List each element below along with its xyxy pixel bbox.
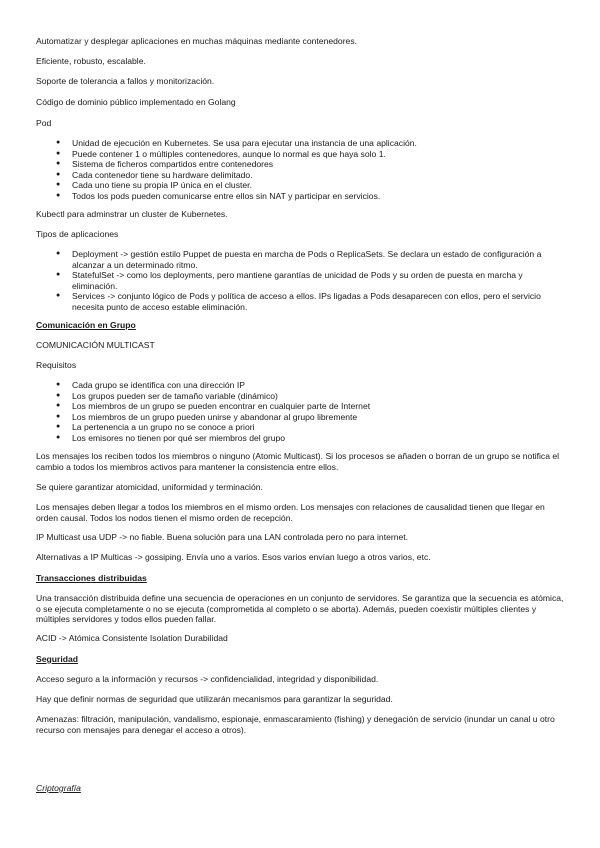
list-item: ● Todos los pods pueden comunicarse entre ellos sin NAT y participar en servicios. — [36, 191, 566, 202]
tipos-label: Tipos de aplicaciones — [36, 229, 119, 239]
seg-paragraph-3: Amenazas: filtración, manipulación, vandalismo, espionaje, enmascaramiento (fishing) y denegación de servicio (inundar un canal u otro recurso con mensajes para denegar el acceso a otros). — [36, 714, 555, 735]
grupo-paragraph-3: Los mensajes deben llegar a todos los miembros en el mismo orden. Los mensajes con relaciones de causalidad tienen que llegar en orden causal. Todos los nodos tienen el mismo orden de recepción. — [36, 502, 545, 523]
list-item: ● Cada grupo se identifica con una dirección IP — [36, 380, 566, 391]
intro-line-3: Soporte de tolerancia a fallos y monitorización. — [36, 76, 215, 86]
intro-line-1: Automatizar y desplegar aplicaciones en muchas máquinas mediante contenedores. — [36, 36, 358, 46]
list-item: ● Puede contener 1 o múltiples contenedores, aunque lo normal es que haya solo 1. — [36, 149, 566, 160]
grupo-paragraph-2: Se quiere garantizar atomicidad, uniformidad y terminación. — [36, 482, 263, 492]
list-item: ● Los grupos pueden ser de tamaño variable (dinámico) — [36, 391, 566, 402]
list-item: ● La pertenencia a un grupo no se conoce a priori — [36, 422, 566, 433]
heading-seguridad: Seguridad — [36, 654, 79, 664]
grupo-paragraph-1: Los mensajes los reciben todos los miembros o ninguno (Atomic Multicast). Si los procesos se añaden o borran de un grupo se notifica el cambio a todos los miembros activos para mantener la consistencia entre ellos. — [36, 451, 560, 472]
list-item: ● Cada uno tiene su propia IP única en el cluster. — [36, 180, 566, 191]
requisitos-label: Requisitos — [36, 360, 77, 370]
multicast-title: COMUNICACIÓN MULTICAST — [36, 340, 155, 350]
list-item: ● Los miembros de un grupo se pueden encontrar en cualquier parte de Internet — [36, 401, 566, 412]
pod-label: Pod — [36, 118, 52, 128]
list-item: ● StatefulSet -> como los deployments, pero mantiene garantías de unicidad de Pods y su orden de puesta en marcha y eliminación. — [36, 270, 566, 291]
grupo-paragraph-4: IP Multicast usa UDP -> no fiable. Buena solución para una LAN controlada pero no para internet. — [36, 532, 409, 542]
list-item: ● Unidad de ejecución en Kubernetes. Se usa para ejecutar una instancia de una aplicación. — [36, 138, 566, 149]
list-item: ● Sistema de ficheros compartidos entre contenedores — [36, 159, 566, 170]
seg-paragraph-1: Acceso seguro a la información y recursos -> confidencialidad, integridad y disponibilidad. — [36, 674, 379, 684]
intro-line-2: Eficiente, robusto, escalable. — [36, 56, 146, 66]
list-item: ● Los emisores no tienen por qué ser miembros del grupo — [36, 433, 566, 444]
grupo-paragraph-5: Alternativas a IP Multicas -> gossiping. Envía uno a varios. Esos varios envían luego a otros varios, etc. — [36, 552, 431, 562]
trans-paragraph-2: ACID -> Atómica Consistente Isolation Durabilidad — [36, 633, 228, 643]
tipos-list — [36, 249, 566, 313]
kubectl-line: Kubectl para adminstrar un cluster de Kubernetes. — [36, 209, 228, 219]
heading-criptografia: Criptografía — [36, 783, 81, 793]
list-item: ● Services -> conjunto lógico de Pods y política de acceso a ellos. IPs ligadas a Pods desaparecen con ellos, pero el servicio necesita punto de acceso estable eliminación. — [36, 291, 566, 312]
list-item: ● Deployment -> gestión estilo Puppet de puesta en marcha de Pods o ReplicaSets. Se declara un estado de configuración a alcanzar a un determinado ritmo. — [36, 249, 566, 270]
seg-paragraph-2: Hay que definir normas de seguridad que utilizarán mecanismos para garantizar la seguridad. — [36, 694, 393, 704]
heading-transacciones: Transacciones distribuidas — [36, 573, 147, 583]
trans-paragraph-1: Una transacción distribuida define una secuencia de operaciones en un conjunto de servidores. Se garantiza que la secuencia es atómica, o se ejecuta completamente o no se ejecuta (comprometida al completo o se aborta). Además, pueden coexistir múltiples clientes y múltiples servidores y todos ellos pueden fallar. — [36, 593, 564, 625]
list-item: ● Los miembros de un grupo pueden unirse y abandonar al grupo libremente — [36, 412, 566, 423]
heading-comunicacion-grupo: Comunicación en Grupo — [36, 320, 136, 330]
list-item: ● Cada contenedor tiene su hardware delimitado. — [36, 170, 566, 181]
intro-line-4: Código de dominio público implementado en Golang — [36, 97, 236, 107]
pod-list — [36, 138, 566, 202]
requisitos-list — [36, 380, 566, 444]
